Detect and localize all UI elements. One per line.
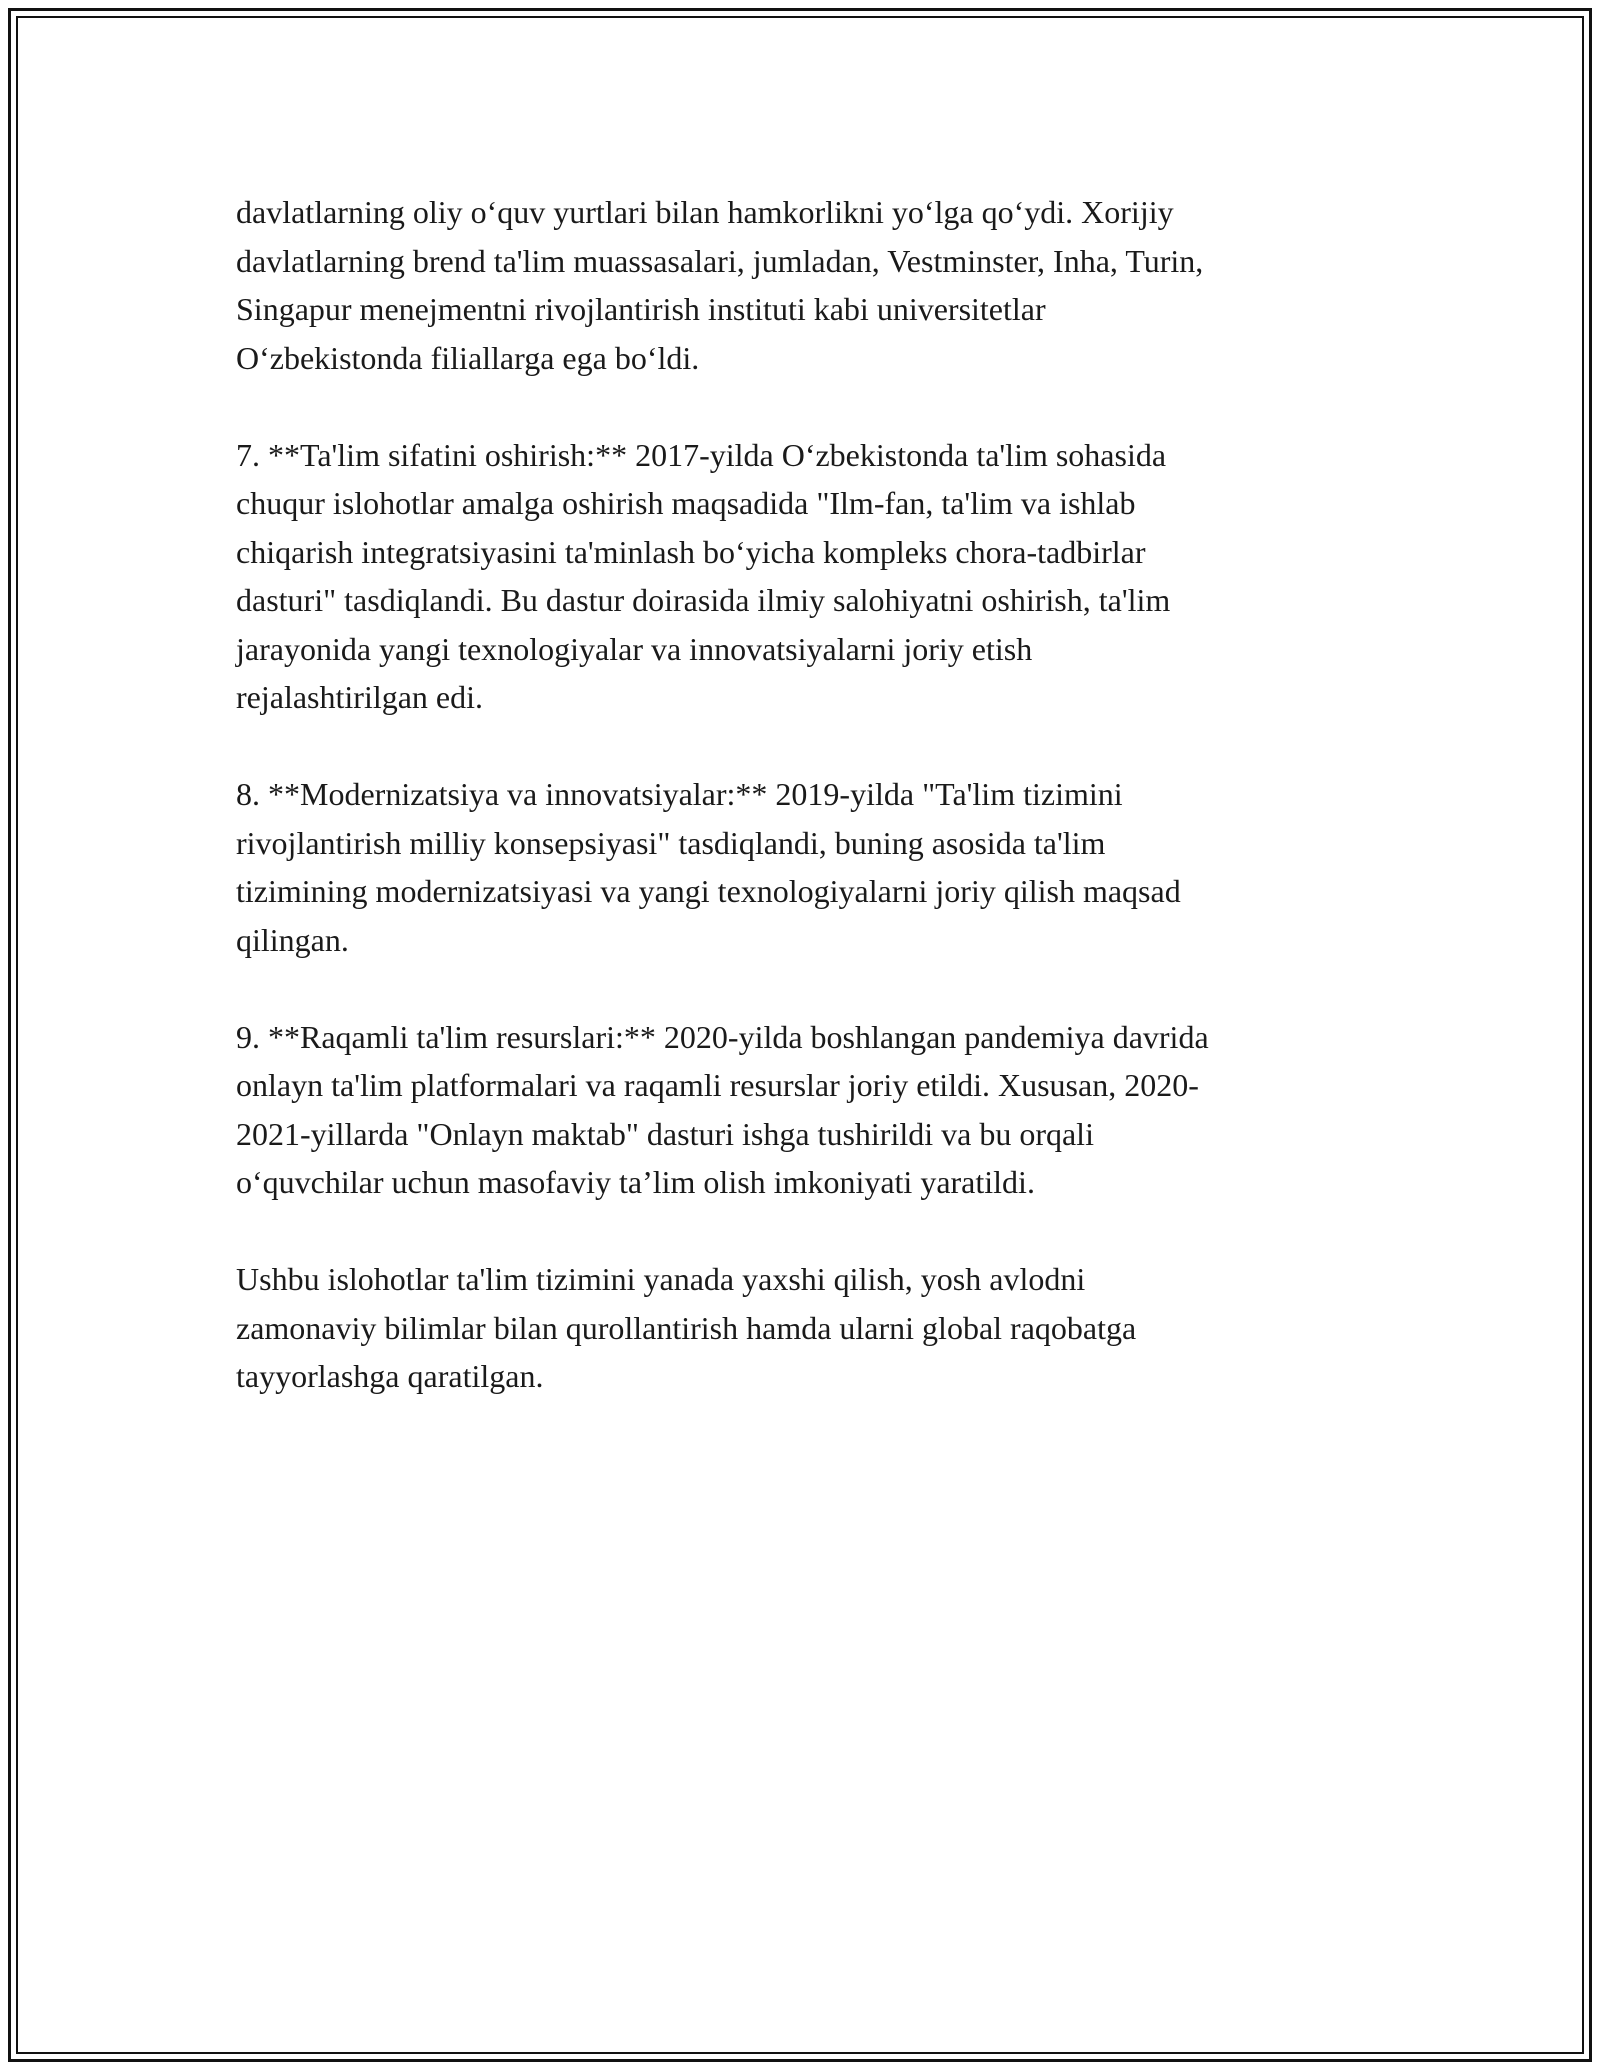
- list-item-9: [236, 1013, 1386, 1207]
- text-line: tizimining modernizatsiyasi va yangi texnologiyalarni joriy qilish maqsad: [236, 873, 1181, 909]
- text-line: qilingan.: [236, 921, 349, 958]
- text-line: rivojlantirish milliy konsepsiyasi" tasdiqlandi, buning asosida ta'lim: [236, 824, 1106, 861]
- text-line: o‘quvchilar uchun masofaviy ta’lim olish imkoniyati yaratildi.: [236, 1164, 1035, 1200]
- paragraph-conclusion: [236, 1255, 1386, 1401]
- text-line: Ushbu islohotlar ta'lim tizimini yanada yaxshi qilish, yosh avlodni: [236, 1261, 1086, 1297]
- text-line: 8. **Modernizatsiya va innovatsiyalar:** 2019-yilda "Ta'lim tizimini: [236, 776, 1123, 812]
- text-line: dasturi" tasdiqlandi. Bu dastur doirasida ilmiy salohiyatni oshirish, ta'lim: [236, 582, 1171, 618]
- paragraph-partnerships: [236, 188, 1386, 382]
- list-item-8: [236, 770, 1386, 964]
- text-line: davlatlarning oliy o‘quv yurtlari bilan hamkorlikni yo‘lga qo‘ydi. Xorijiy: [236, 194, 1174, 230]
- list-item-7: [236, 431, 1386, 722]
- text-line: jarayonida yangi texnologiyalar va innovatsiyalarni joriy etish: [236, 630, 1033, 667]
- document-body: [236, 188, 1386, 1449]
- text-line: 7. **Ta'lim sifatini oshirish:** 2017-yilda O‘zbekistonda ta'lim sohasida: [236, 436, 1167, 473]
- text-line: O‘zbekistonda filiallarga ega bo‘ldi.: [236, 339, 700, 376]
- text-line: tayyorlashga qaratilgan.: [236, 1358, 544, 1394]
- text-line: 2021-yillarda "Onlayn maktab" dasturi ishga tushirildi va bu orqali: [236, 1115, 1094, 1152]
- text-line: 9. **Raqamli ta'lim resurslari:** 2020-yilda boshlangan pandemiya davrida: [236, 1018, 1209, 1055]
- text-line: onlayn ta'lim platformalari va raqamli resurslar joriy etildi. Xususan, 2020-: [236, 1067, 1199, 1103]
- text-line: zamonaviy bilimlar bilan qurollantirish hamda ularni global raqobatga: [236, 1309, 1137, 1346]
- text-line: chuqur islohotlar amalga oshirish maqsadida "Ilm-fan, ta'lim va ishlab: [236, 485, 1136, 521]
- text-line: chiqarish integratsiyasini ta'minlash bo‘yicha kompleks chora-tadbirlar: [236, 533, 1146, 570]
- text-line: rejalashtirilgan edi.: [236, 679, 484, 715]
- text-line: Singapur menejmentni rivojlantirish instituti kabi universitetlar: [236, 291, 1046, 327]
- text-line: davlatlarning brend ta'lim muassasalari, jumladan, Vestminster, Inha, Turin,: [236, 242, 1204, 279]
